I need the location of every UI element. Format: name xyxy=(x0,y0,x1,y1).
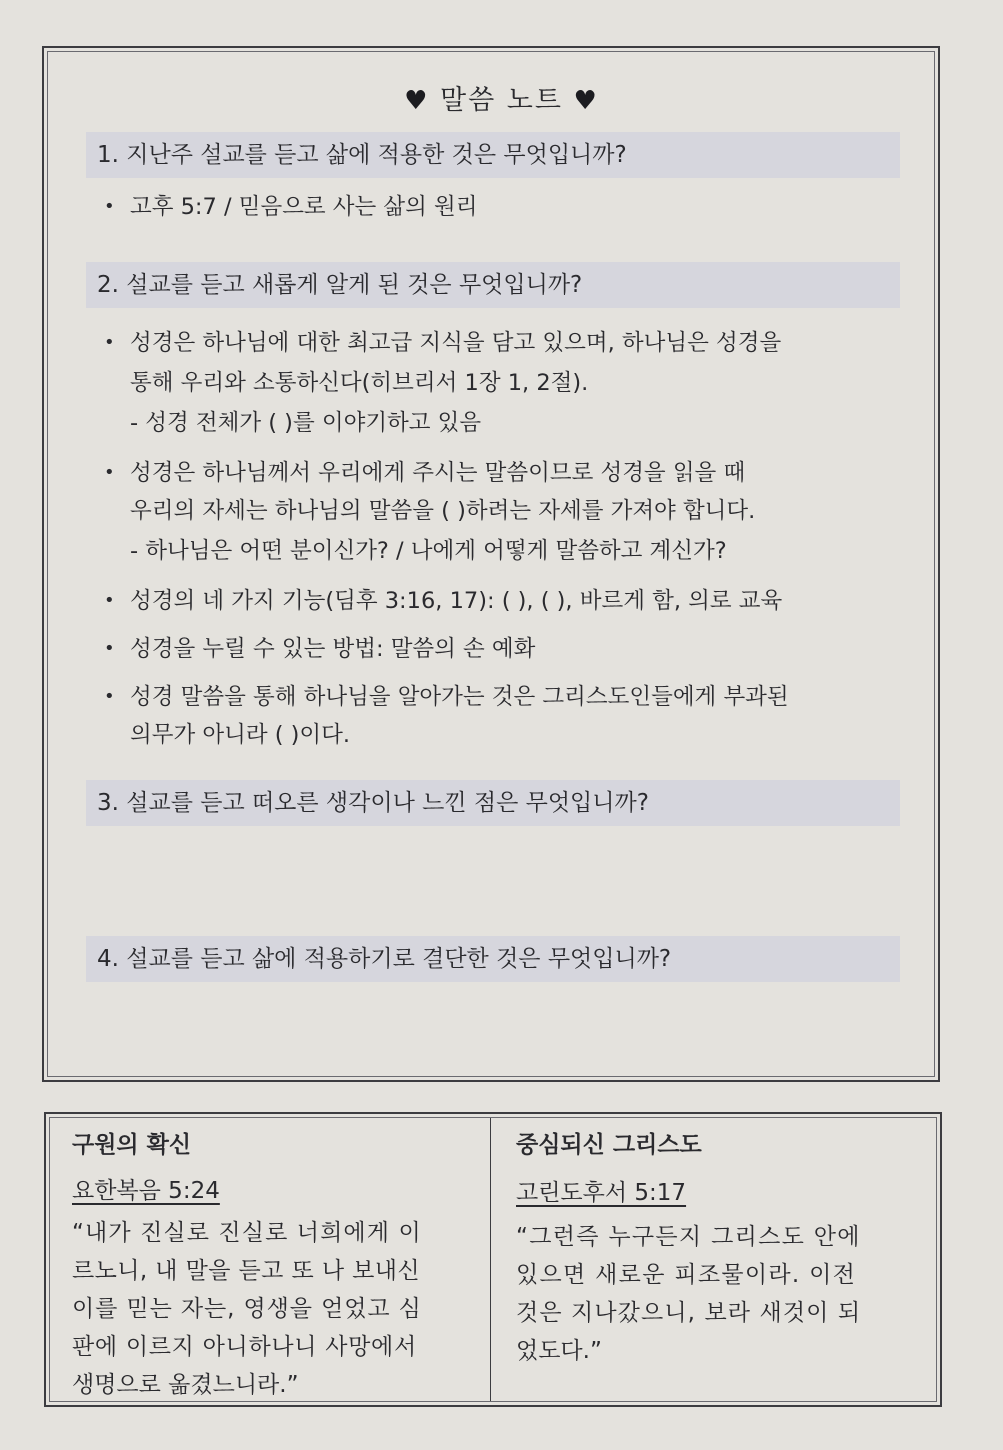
bullet-q2-2-line2: 우리의 자세는 하나님의 말씀을 ( )하려는 자세를 가져야 합니다. xyxy=(130,498,756,524)
bullet-icon: • xyxy=(104,332,115,353)
bullet-icon: • xyxy=(104,638,115,659)
bullet-icon: • xyxy=(104,196,115,217)
card-left-verse-line: 르노니, 내 말을 듣고 또 나 보내신 xyxy=(72,1258,421,1284)
card-left-title: 구원의 확신 xyxy=(72,1132,192,1158)
card-left-reference: 요한복음 5:24 xyxy=(72,1178,220,1204)
bullet-q2-5-line2: 의무가 아니라 ( )이다. xyxy=(130,722,351,748)
card-left-verse-line: 이를 믿는 자는, 영생을 얻었고 심 xyxy=(72,1296,422,1322)
question-4: 4. 설교를 듣고 삶에 적용하기로 결단한 것은 무엇입니까? xyxy=(86,936,900,982)
card-right-verse-line: 것은 지나갔으니, 보라 새것이 되 xyxy=(516,1300,862,1326)
heart-icon: ♥ xyxy=(404,86,430,116)
card-right-verse-line: 있으면 새로운 피조물이라. 이전 xyxy=(516,1262,857,1288)
card-left-verse-line: 판에 이르지 아니하나니 사망에서 xyxy=(72,1334,417,1360)
bullet-icon: • xyxy=(104,462,115,483)
bullet-q2-2-line3: - 하나님은 어떤 분이신가? / 나에게 어떻게 말씀하고 계신가? xyxy=(130,538,727,564)
card-left-verse-line: “내가 진실로 진실로 너희에게 이 xyxy=(72,1220,422,1246)
bullet-icon: • xyxy=(104,590,115,611)
card-left-verse-line: 생명으로 옮겼느니라.” xyxy=(72,1372,299,1398)
question-1: 1. 지난주 설교를 듣고 삶에 적용한 것은 무엇입니까? xyxy=(86,132,900,178)
bullet-icon: • xyxy=(104,686,115,707)
heart-icon: ♥ xyxy=(573,86,599,116)
card-right-title: 중심되신 그리스도 xyxy=(516,1132,702,1158)
note-title xyxy=(0,78,1003,117)
question-2: 2. 설교를 듣고 새롭게 알게 된 것은 무엇입니까? xyxy=(86,262,900,308)
question-3: 3. 설교를 듣고 떠오른 생각이나 느낀 점은 무엇입니까? xyxy=(86,780,900,826)
column-divider xyxy=(490,1118,491,1401)
bullet-q2-1-line2: 통해 우리와 소통하신다(히브리서 1장 1, 2절). xyxy=(130,370,589,396)
note-title-text: 말씀 노트 xyxy=(440,85,563,116)
bullet-q2-1-line3: - 성경 전체가 ( )를 이야기하고 있음 xyxy=(130,410,482,436)
card-right-reference: 고린도후서 5:17 xyxy=(516,1180,687,1206)
card-right-verse-line: 었도다.” xyxy=(516,1338,602,1364)
card-right-verse-line: “그런즉 누구든지 그리스도 안에 xyxy=(516,1224,861,1250)
